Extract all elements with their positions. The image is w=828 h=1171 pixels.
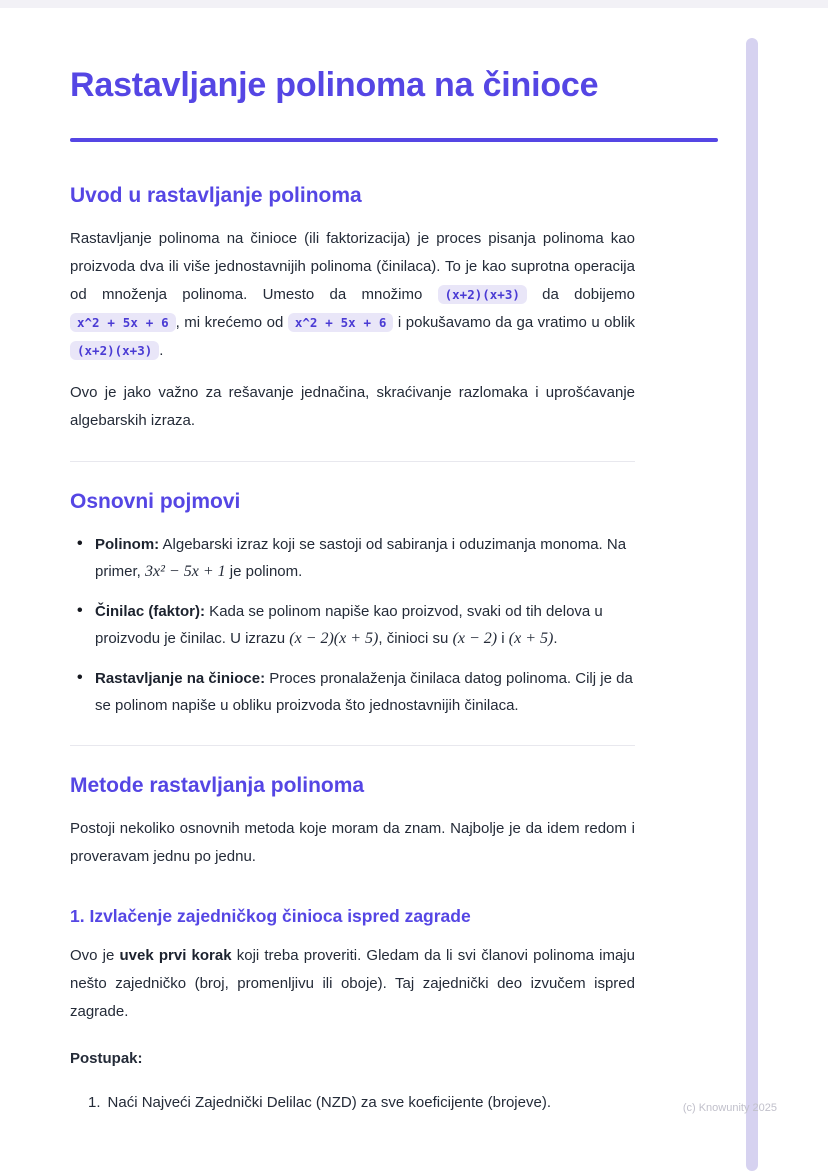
numbered-step-1 — [70, 1089, 635, 1116]
document-page — [70, 0, 635, 1116]
inline-code-expression: (x+2)(x+3) — [70, 341, 159, 360]
title-underline-rule — [70, 138, 718, 142]
text-run: . — [159, 341, 164, 359]
text-run: Ovo je — [70, 946, 120, 964]
method1-paragraph — [70, 942, 635, 1026]
text-run: Proces pronalaženja činilaca datog polinoma. Cilj je da se polinom napiše u obliku proizvoda što jednostavnijih činilaca. — [95, 669, 633, 714]
inline-code-expression: x^2 + 5x + 6 — [288, 313, 394, 332]
text-run: koji treba proveriti. Gledam da li svi članovi polinoma imaju nešto zajedničko (broj, promenljivu ili oboje). Taj zajednički deo izvučem ispred zagrade. — [70, 946, 635, 1020]
terms-list — [70, 531, 635, 719]
inline-code-expression: x^2 + 5x + 6 — [70, 313, 176, 332]
section-heading-metode: Metode rastavljanja polinoma — [70, 773, 365, 797]
section-divider — [70, 461, 635, 462]
text-run: Algebarski izraz koji se sastoji od sabiranja i oduzimanja monoma. Na primer, — [95, 535, 627, 580]
importance-paragraph: Ovo je jako važno za rešavanje jednačina, skraćivanje razlomaka i uprošćavanje algebarskih izraza. — [70, 383, 635, 429]
step-text: Naći Najveći Zajednički Delilac (NZD) za sve koeficijente (brojeve). — [107, 1093, 551, 1111]
emphasis-text: uvek prvi korak — [119, 946, 232, 964]
section-heading-pojmovi: Osnovni pojmovi — [70, 489, 241, 513]
inline-code-expression: (x+2)(x+3) — [438, 285, 527, 304]
text-run: , činioci su — [378, 629, 453, 647]
list-item-rastavljanje — [70, 665, 635, 719]
text-run: da dobijemo — [526, 285, 635, 303]
list-item-polinom — [70, 531, 635, 585]
subsection-heading-izvlacenje: 1. Izvlačenje zajedničkog činioca ispred zagrade — [70, 905, 471, 926]
text-run: . — [553, 629, 558, 647]
math-expression: (x − 2)(x + 5) — [289, 629, 379, 647]
list-item-cinilac — [70, 598, 635, 652]
intro-paragraph — [70, 225, 635, 365]
text-run: Kada se polinom napiše kao proizvod, svaki od tih delova u proizvodu je činilac. U izrazu — [95, 602, 603, 647]
text-run: je polinom. — [225, 562, 303, 580]
text-run: Rastavljanje polinoma na činioce (ili faktorizacija) je proces pisanja polinoma kao proizvoda dva ili više jednostavnijih polinoma (činilaca). To je kao suprotna operacija od množenja polinoma. Umesto da množimo — [70, 229, 635, 303]
math-expression: (x + 5) — [508, 629, 554, 647]
step-number: 1. — [88, 1093, 101, 1111]
page-title: Rastavljanje polinoma na činioce — [70, 66, 599, 104]
procedure-label: Postupak: — [70, 1049, 143, 1067]
text-run: , mi krećemo od — [175, 313, 288, 331]
scrollbar[interactable] — [746, 38, 758, 1171]
term-label: Polinom: — [95, 535, 160, 553]
math-expression: (x − 2) — [452, 629, 498, 647]
section-heading-uvod: Uvod u rastavljanje polinoma — [70, 183, 362, 207]
text-run: i pokušavamo da ga vratimo u oblik — [393, 313, 636, 331]
term-label: Rastavljanje na činioce: — [95, 669, 266, 687]
section-divider — [70, 745, 635, 746]
term-label: Činilac (faktor): — [95, 602, 206, 620]
methods-intro-paragraph: Postoji nekoliko osnovnih metoda koje moram da znam. Najbolje je da idem redom i proveravam jednu po jednu. — [70, 819, 635, 865]
math-expression: 3x² − 5x + 1 — [145, 562, 226, 580]
text-run: i — [497, 629, 509, 647]
watermark: (c) Knowunity 2025 — [682, 1102, 777, 1114]
